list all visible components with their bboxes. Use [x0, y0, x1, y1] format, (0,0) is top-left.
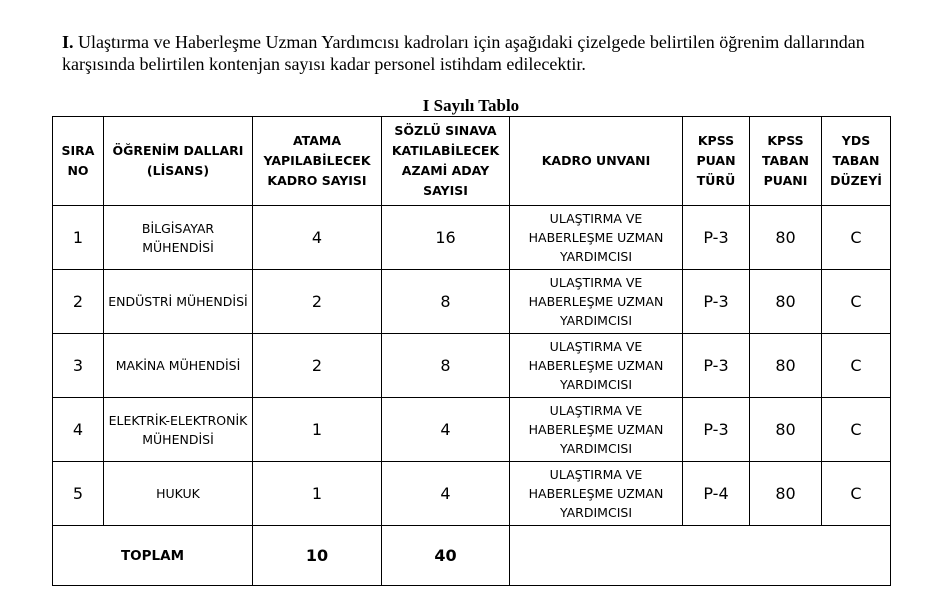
- total-empty-cell: [510, 526, 891, 586]
- cell-taban-puan: 80: [750, 398, 822, 462]
- header-kpss-puan-turu: KPSS PUAN TÜRÜ: [683, 117, 750, 206]
- cell-sira: 1: [53, 206, 104, 270]
- header-sozlu-sinav-aday-sayisi: SÖZLÜ SINAVA KATILABİLECEK AZAMİ ADAY SAYISI: [382, 117, 510, 206]
- cell-puan-turu: P-4: [683, 462, 750, 526]
- table-caption: I Sayılı Tablo: [422, 96, 520, 115]
- cell-taban-puan: 80: [750, 334, 822, 398]
- header-kadro-unvani: KADRO UNVANI: [510, 117, 683, 206]
- intro-paragraph: [62, 31, 892, 75]
- total-atama: 10: [253, 526, 382, 586]
- cell-taban-puan: 80: [750, 462, 822, 526]
- cell-puan-turu: P-3: [683, 206, 750, 270]
- header-atama-kadro-sayisi: ATAMA YAPILABİLECEK KADRO SAYISI: [253, 117, 382, 206]
- cell-unvan: ULAŞTIRMA VE HABERLEŞME UZMAN YARDIMCISI: [510, 462, 683, 526]
- header-kpss-taban-puani: KPSS TABAN PUANI: [750, 117, 822, 206]
- cell-atama: 2: [253, 270, 382, 334]
- cell-sozlu: 8: [382, 270, 510, 334]
- cell-ogrenim: HUKUK: [104, 462, 253, 526]
- cell-atama: 1: [253, 462, 382, 526]
- cell-atama: 1: [253, 398, 382, 462]
- cell-puan-turu: P-3: [683, 398, 750, 462]
- section-number: I.: [62, 32, 74, 52]
- staff-quota-table: [52, 116, 891, 586]
- cell-unvan: ULAŞTIRMA VE HABERLEŞME UZMAN YARDIMCISI: [510, 270, 683, 334]
- cell-unvan: ULAŞTIRMA VE HABERLEŞME UZMAN YARDIMCISI: [510, 334, 683, 398]
- cell-yds: C: [822, 270, 891, 334]
- total-row: [53, 526, 891, 586]
- header-ogrenim-dallari: ÖĞRENİM DALLARI (LİSANS): [104, 117, 253, 206]
- cell-yds: C: [822, 398, 891, 462]
- table-row: [53, 462, 891, 526]
- cell-puan-turu: P-3: [683, 334, 750, 398]
- cell-unvan: ULAŞTIRMA VE HABERLEŞME UZMAN YARDIMCISI: [510, 206, 683, 270]
- cell-yds: C: [822, 334, 891, 398]
- header-sira-no: SIRA NO: [53, 117, 104, 206]
- cell-sira: 5: [53, 462, 104, 526]
- cell-puan-turu: P-3: [683, 270, 750, 334]
- header-yds-taban-duzeyi: YDS TABAN DÜZEYİ: [822, 117, 891, 206]
- cell-taban-puan: 80: [750, 270, 822, 334]
- cell-ogrenim: MAKİNA MÜHENDİSİ: [104, 334, 253, 398]
- cell-yds: C: [822, 462, 891, 526]
- total-label: TOPLAM: [53, 526, 253, 586]
- intro-text: Ulaştırma ve Haberleşme Uzman Yardımcısı kadroları için aşağıdaki çizelgede belirtilen öğrenim dallarından karşısında belirtilen kontenjan sayısı kadar personel istihdam edilecektir.: [62, 32, 865, 74]
- table-header-row: [53, 117, 891, 206]
- cell-sira: 4: [53, 398, 104, 462]
- cell-atama: 4: [253, 206, 382, 270]
- cell-sozlu: 4: [382, 462, 510, 526]
- cell-yds: C: [822, 206, 891, 270]
- table-row: [53, 398, 891, 462]
- cell-taban-puan: 80: [750, 206, 822, 270]
- cell-ogrenim: ENDÜSTRİ MÜHENDİSİ: [104, 270, 253, 334]
- cell-ogrenim: ELEKTRİK-ELEKTRONİK MÜHENDİSİ: [104, 398, 253, 462]
- cell-ogrenim: BİLGİSAYAR MÜHENDİSİ: [104, 206, 253, 270]
- cell-sozlu: 4: [382, 398, 510, 462]
- cell-unvan: ULAŞTIRMA VE HABERLEŞME UZMAN YARDIMCISI: [510, 398, 683, 462]
- cell-sira: 3: [53, 334, 104, 398]
- table-row: [53, 206, 891, 270]
- cell-sozlu: 16: [382, 206, 510, 270]
- table-row: [53, 334, 891, 398]
- cell-sira: 2: [53, 270, 104, 334]
- total-sozlu: 40: [382, 526, 510, 586]
- cell-atama: 2: [253, 334, 382, 398]
- cell-sozlu: 8: [382, 334, 510, 398]
- table-row: [53, 270, 891, 334]
